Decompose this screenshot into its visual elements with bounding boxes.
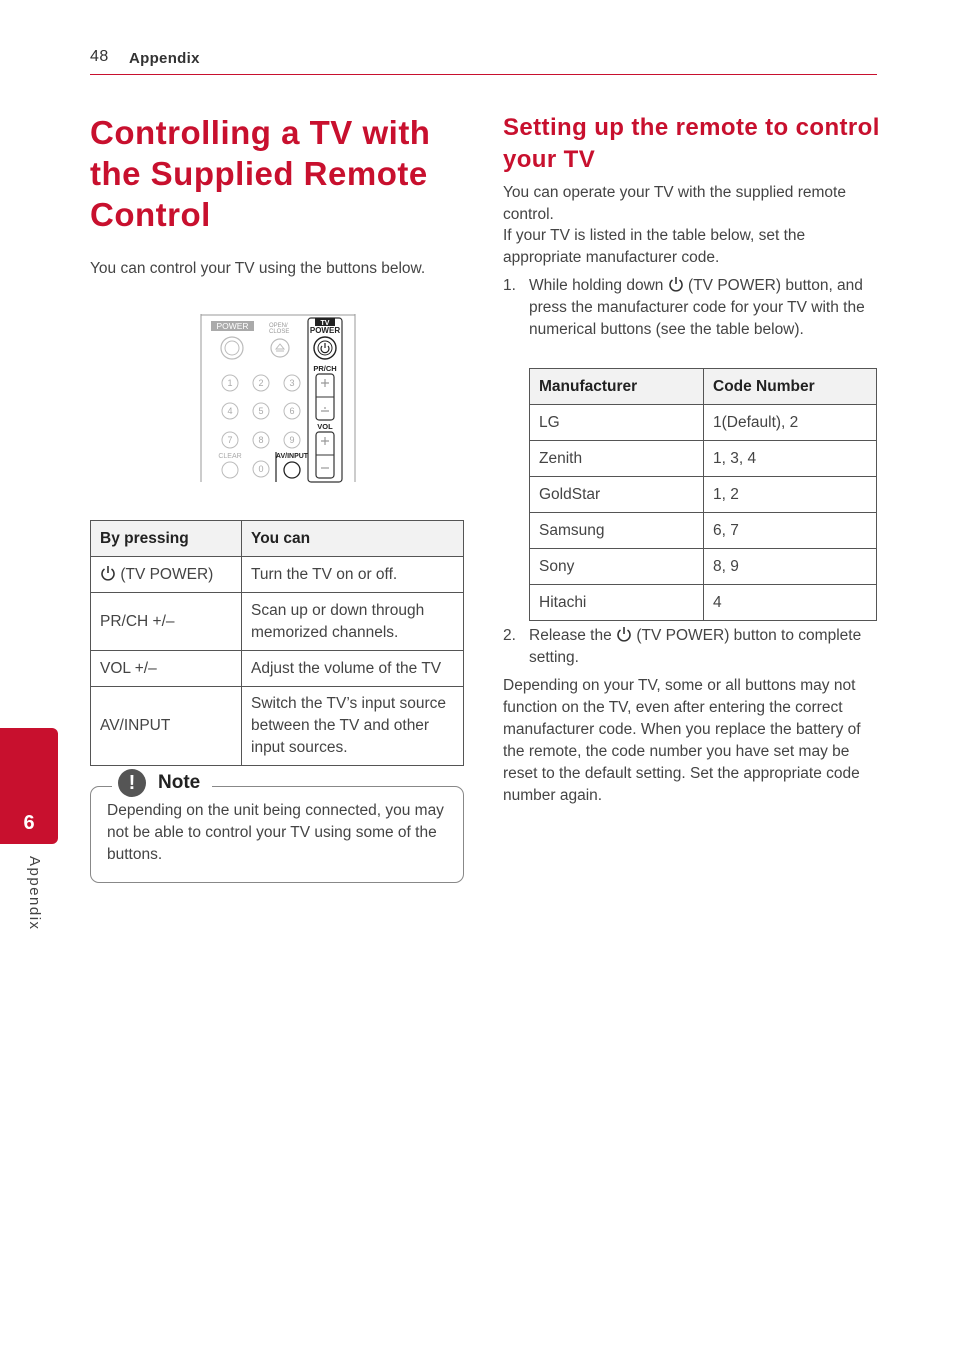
table-cell: 1, 2 [704, 477, 877, 513]
table-cell: Hitachi [530, 585, 704, 621]
remote-power-label: POWER [216, 321, 249, 331]
svg-text:4: 4 [227, 406, 233, 416]
table-cell: Samsung [530, 513, 704, 549]
table-row [91, 651, 464, 687]
table-cell: LG [530, 405, 704, 441]
step-text-part: While holding down [529, 277, 664, 294]
power-icon [668, 276, 684, 292]
power-icon [100, 565, 116, 581]
section-heading: Setting up the remote to control your TV [503, 114, 880, 173]
remote-clear-button [222, 462, 238, 478]
remote-avinput-button [284, 462, 300, 478]
svg-text:9: 9 [289, 435, 295, 445]
remote-illustration [200, 314, 358, 484]
note-header [112, 767, 212, 799]
table-header: Manufacturer [530, 369, 704, 405]
table-cell: VOL +/– [91, 651, 242, 687]
table-cell: Zenith [530, 441, 704, 477]
svg-text:1: 1 [227, 378, 233, 388]
remote-tv-label: TV [320, 320, 330, 327]
svg-text:7: 7 [227, 435, 233, 445]
manufacturer-code-table [529, 368, 877, 621]
intro-text: You can control your TV using the buttons below. [90, 260, 426, 277]
table-cell: 1, 3, 4 [704, 441, 877, 477]
step-text-part: (TV POWER) button, and press the manufacturer code for your TV with the numerical buttons (see the table below). [529, 277, 865, 338]
paragraph: Depending on your TV, some or all buttons may not function on the TV, even after entering the correct manufacturer code. When you replace the battery of the remote, the code number you have set may be reset to the default setting. Set the appropriate code number again. [503, 677, 861, 804]
tv-controls-table [90, 520, 464, 766]
svg-text:6: 6 [289, 406, 295, 416]
remote-open-close-button [271, 339, 289, 357]
table-cell: 4 [704, 585, 877, 621]
paragraph: You can operate your TV with the supplied remote control. [503, 184, 846, 223]
step-text-part: (TV POWER) button to complete setting. [529, 627, 862, 666]
paragraph: If your TV is listed in the table below, set the appropriate manufacturer code. [503, 227, 806, 266]
table-cell: AV/INPUT [91, 687, 242, 766]
svg-text:2: 2 [258, 378, 264, 388]
section-title: Appendix [129, 50, 200, 67]
svg-text:5: 5 [258, 406, 264, 416]
chapter-number: 6 [23, 812, 35, 834]
table-row [530, 585, 877, 621]
table-row [91, 557, 464, 593]
table-cell: PR/CH +/– [91, 593, 242, 651]
note-title: Note [158, 772, 201, 793]
main-heading: Controlling a TV with the Supplied Remote Control [90, 114, 431, 233]
table-row [530, 513, 877, 549]
table-header: Code Number [704, 369, 877, 405]
remote-avinput-label: AV/INPUT [275, 453, 309, 460]
remote-tv-power-label: POWER [309, 326, 341, 335]
svg-text:3: 3 [289, 378, 295, 388]
table-cell: 6, 7 [704, 513, 877, 549]
table-cell: 8, 9 [704, 549, 877, 585]
svg-text:8: 8 [258, 435, 264, 445]
table-cell: Turn the TV on or off. [242, 557, 464, 593]
remote-clear-label: CLEAR [218, 453, 242, 460]
header-rule [90, 74, 877, 75]
step-text [529, 275, 869, 341]
table-cell: Scan up or down through memorized channels. [242, 593, 464, 651]
remote-digit-buttons [222, 375, 300, 477]
table-row [530, 549, 877, 585]
step-text [529, 625, 879, 669]
table-row [530, 405, 877, 441]
remote-open-close-label: OPEN/ CLOSE [269, 323, 290, 335]
step-text-part: Release the [529, 627, 612, 644]
table-cell-text: (TV POWER) [120, 565, 214, 583]
remote-prch-label: PR/CH [313, 364, 337, 373]
power-icon [616, 626, 632, 642]
table-cell: Adjust the volume of the TV [242, 651, 464, 687]
table-header: You can [242, 521, 464, 557]
table-cell: Sony [530, 549, 704, 585]
table-cell: 1(Default), 2 [704, 405, 877, 441]
step-number: 1. [503, 277, 516, 294]
note-text: Depending on the unit being connected, you may not be able to control your TV using some of the buttons. [107, 802, 444, 863]
exclamation-icon: ! [118, 769, 146, 797]
table-row [91, 687, 464, 766]
table-header: By pressing [91, 521, 242, 557]
table-row [530, 441, 877, 477]
table-row [530, 477, 877, 513]
remote-power-button [221, 337, 243, 359]
table-header-row [91, 521, 464, 557]
table-cell [91, 557, 242, 593]
page-number: 48 [90, 48, 109, 65]
table-row [91, 593, 464, 651]
chapter-label: Appendix [26, 856, 43, 931]
svg-text:0: 0 [258, 464, 264, 474]
remote-vol-label: VOL [317, 422, 333, 431]
table-header-row [530, 369, 877, 405]
table-cell: GoldStar [530, 477, 704, 513]
table-cell: Switch the TV’s input source between the TV and other input sources. [242, 687, 464, 766]
step-number: 2. [503, 627, 516, 644]
